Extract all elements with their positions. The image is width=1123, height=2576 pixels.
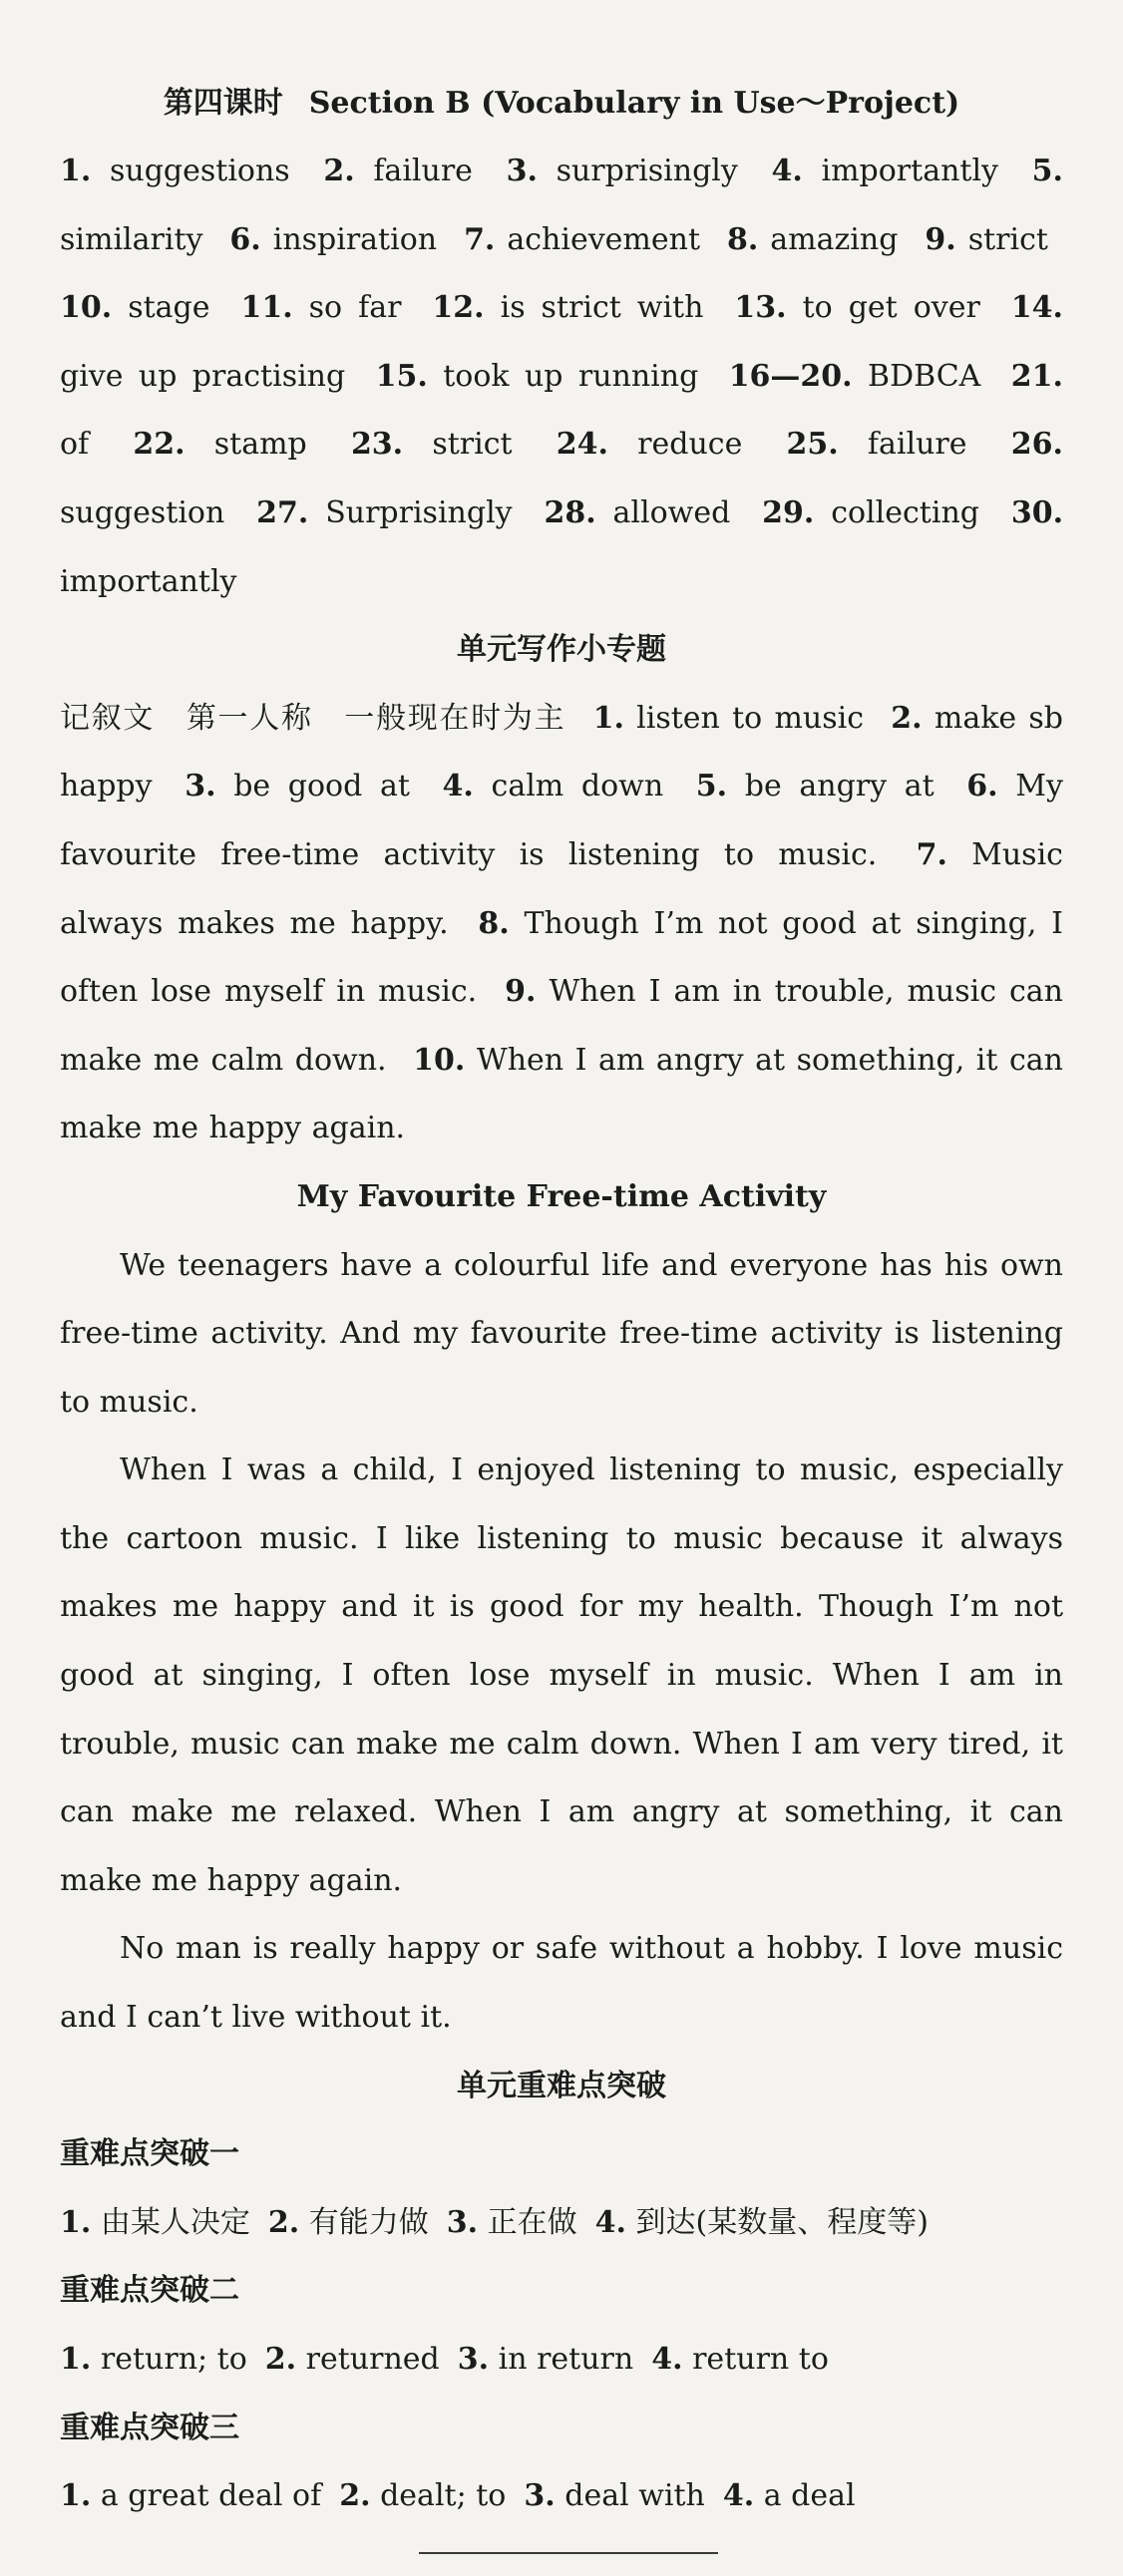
writing-section-title: 单元写作小专题 [457,632,666,668]
answer-text: amazing [770,221,899,257]
answer-text: returned [305,2342,440,2377]
answer-item [376,359,699,394]
answer-text: inspiration [272,221,438,257]
key-point-answers [60,2462,1063,2531]
answer-text: importantly [60,563,237,599]
answer-item [60,290,209,325]
answer-number: 2. [323,154,355,188]
lesson-title-en: Section B (Vocabulary in Use～Project) [308,86,960,121]
answer-item [265,2342,440,2377]
answer-item [458,2342,633,2377]
answer-text: give up practising [60,358,346,394]
answer-text: suggestions [109,154,290,188]
answer-item [727,222,898,257]
answer-item [240,290,401,325]
essay-paragraph: We teenagers have a colourful life and everyone has his own free-time activity. And my favourite free-time activity is listening to music. [60,1247,1063,1420]
answer-text: be angry at [744,769,935,805]
answer-text: 到达(某数量、程度等) [635,2204,929,2240]
answer-number: 23. [350,427,404,463]
answer-number: 15. [375,358,428,394]
answer-number: 3. [506,154,538,188]
answer-item [723,2478,856,2513]
answer-number: 3. [524,2478,556,2514]
answer-text: Though I’m not good at singing, I often lose myself in music. [60,905,1063,1010]
answer-text: similarity [60,221,203,257]
answer-text: return; to [100,2342,247,2377]
answer-item [762,495,979,530]
answer-number: 1. [60,2342,92,2377]
answer-number: 4. [594,2204,626,2240]
answer-number: 16—20. [728,358,853,394]
key-point-heading: 重难点突破三 [60,2410,239,2445]
answer-text: strict [432,427,513,463]
answer-text: deal with [564,2478,705,2514]
answer-number: 26. [1010,427,1063,463]
answer-text: be good at [233,769,410,805]
answer-number: 3. [446,2204,479,2240]
answer-text: surprisingly [556,154,738,188]
answer-item [595,2205,929,2240]
answer-number: 7. [464,221,496,257]
answer-item [729,359,981,394]
answer-item [544,495,730,530]
answer-number: 27. [256,494,309,530]
answer-text: 正在做 [487,2204,577,2240]
answer-number: 4. [722,2478,755,2514]
answer-number: 13. [734,290,787,326]
answer-item [524,2478,705,2513]
essay-paragraph: When I was a child, I enjoyed listening to music, especially the cartoon music. I like listening to music because it always makes me happy and it is good for my health. Though I’m not good at singing, I often lose myself in music. When I am in trouble, music can make me calm down. When I am very tired, it can make me relaxed. When I am angry at something, it can make me happy again. [60,1452,1063,1898]
answer-text: BDBCA [868,358,981,394]
answer-item [432,290,703,325]
answer-number: 22. [133,427,186,463]
answer-number: 24. [556,427,608,463]
answer-item [60,2478,321,2513]
answer-item [696,769,935,804]
answer-number: 1. [60,2478,92,2514]
key-point-heading: 重难点突破二 [60,2273,239,2309]
answer-number: 2. [339,2478,371,2514]
answer-item [229,222,437,257]
bottom-divider [419,2552,718,2554]
answer-item [734,290,979,325]
answer-item [60,2342,247,2377]
answer-text: 有能力做 [308,2204,429,2240]
key-point-answers [60,2326,1063,2395]
lesson-title [60,70,1063,138]
answer-text: failure [867,427,967,463]
answer-item [60,154,290,188]
answer-item [557,427,743,462]
answer-text: is strict with [500,290,704,326]
answer-item [464,222,700,257]
answer-text: so far [308,290,402,326]
answer-item [772,154,999,188]
answer-item [323,154,473,188]
answer-number: 8. [478,905,510,941]
answer-text: reduce [637,427,743,463]
answer-text: calm down [491,769,664,805]
answer-number: 6. [966,769,998,805]
answer-number: 9. [505,974,537,1010]
answer-number: 9. [925,221,956,257]
answer-number: 2. [267,2204,300,2240]
answer-item [447,2205,577,2240]
answer-item [651,2342,829,2377]
answer-number: 21. [1010,358,1063,394]
answer-text: 由某人决定 [100,2204,250,2240]
answer-text: in return [498,2342,634,2377]
answer-number: 3. [185,769,216,805]
answer-number: 28. [544,494,596,530]
key-point-heading: 重难点突破一 [60,2136,239,2172]
answer-number: 5. [1031,154,1063,188]
answer-page [60,70,1063,2531]
answer-item [925,222,1048,257]
answer-number: 6. [229,221,261,257]
answer-text: Surprisingly [325,494,513,530]
answer-number: 2. [264,2342,297,2377]
answer-item [593,701,864,736]
answer-text: a great deal of [100,2478,322,2514]
answer-text: collecting [831,494,979,530]
answer-item [507,154,738,188]
answer-number: 1. [60,2204,92,2240]
answer-text: failure [373,154,473,188]
answer-text: of [60,427,90,463]
essay-paragraph: No man is really happy or safe without a hobby. I love music and I can’t live without it. [60,1931,1063,2036]
answer-text: When I am in trouble, music can make me calm down. [60,974,1063,1078]
answer-text: stage [128,290,210,326]
answer-item [339,2478,506,2513]
answer-text: a deal [763,2478,856,2514]
answer-text: Music always makes me happy. [60,836,1063,941]
key-point-answers [60,2189,1063,2258]
answer-number: 11. [240,290,293,326]
answer-number: 3. [457,2342,490,2377]
answer-text: allowed [612,494,731,530]
answer-text: return to [692,2342,829,2377]
answer-item [443,769,664,804]
answer-text: achievement [507,221,700,257]
answer-item [133,427,306,462]
answer-text: When I am angry at something, it can make me happy again. [60,1042,1063,1146]
answer-item [256,495,512,530]
answer-number: 7. [916,836,947,872]
answer-text: took up running [443,358,699,394]
answer-number: 8. [726,221,759,257]
answer-number: 10. [413,1042,466,1078]
answer-text: make sb happy [60,700,1063,805]
answer-item [60,2205,250,2240]
answer-number: 2. [891,700,923,736]
section-b-answer-list [60,138,1063,616]
answer-number: 4. [771,154,803,188]
answer-text: stamp [213,427,307,463]
answer-number: 4. [651,2342,683,2377]
answer-number: 30. [1010,494,1064,530]
answer-item [185,769,410,804]
lesson-title-cn: 第四课时 [163,86,283,121]
essay-title: My Favourite Free-time Activity [296,1178,827,1214]
answer-text: importantly [821,154,998,188]
answer-text: strict [967,221,1048,257]
answer-text: dealt; to [380,2478,507,2514]
answer-text: listen to music [636,700,865,736]
answer-number: 29. [762,494,815,530]
answer-number: 12. [432,290,485,326]
answer-number: 1. [592,700,624,736]
key-points-title: 单元重难点突破 [457,2068,666,2103]
answer-item [787,427,967,462]
answer-number: 5. [695,769,728,805]
writing-answer-list [60,685,1063,1163]
answer-number: 4. [442,769,474,805]
answer-number: 14. [1010,290,1063,326]
answer-number: 1. [60,154,92,188]
answer-number: 25. [786,427,839,463]
answer-item [268,2205,429,2240]
answer-number: 10. [60,290,113,326]
answer-text: to get over [802,290,980,326]
answer-text: suggestion [60,494,225,530]
answer-item [351,427,513,462]
answer-text: My favourite free-time activity is listening to music. [60,769,1063,872]
writing-intro: 记叙文 第一人称 一般现在时为主 [60,700,566,736]
